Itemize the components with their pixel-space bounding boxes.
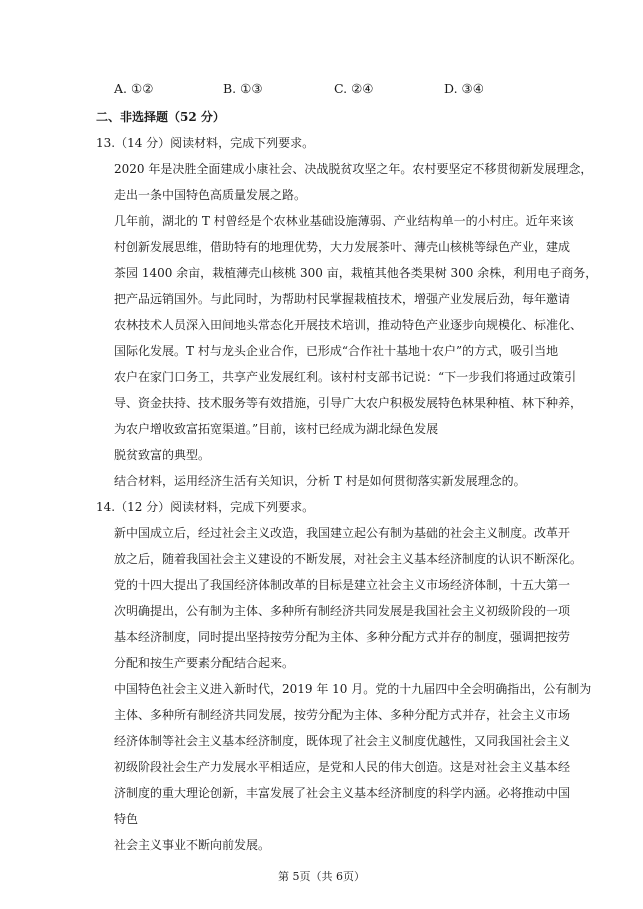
option-a	[114, 81, 153, 96]
q13-text-line: 农林技术人员深入田间地头常态化开展技术培训，推动特色产业逐步向规模化、标准化、	[114, 318, 583, 332]
q14-text-line: 次明确提出，公有制为主体、多种所有制经济共同发展是我国社会主义初级阶段的一项	[114, 604, 571, 618]
q13-text-line: 把产品远销国外。与此同时，为帮助村民掌握栽植技术，增强产业发展后劲，每年邀请	[114, 292, 571, 306]
option-value: ①②	[131, 81, 154, 96]
q13-text-line: 农户在家门口务工，共享产业发展红利。该村村支部书记说：“下一步我们将通过政策引	[114, 370, 577, 384]
question-13-header: 13.（14 分）阅读材料，完成下列要求。	[96, 136, 315, 150]
q13-text-line: 茶园 1400 余亩，栽植薄壳山核桃 300 亩，栽植其他各类果树 300 余株，利用电子商务，	[114, 266, 598, 280]
q14-text-line: 特色	[114, 812, 139, 826]
q14-text-line: 放之后，随着我国社会主义建设的不断发展，对社会主义基本经济制度的认识不断深化。	[114, 552, 583, 566]
page-footer: 第 5页（共 6页）	[278, 870, 365, 883]
q14-text-line: 中国特色社会主义进入新时代，2019 年 10 月。党的十九届四中全会明确指出，公有制为	[114, 682, 592, 696]
option-value: ①③	[240, 81, 263, 96]
q13-text-line: 导、资金扶持、技术服务等有效措施，引导广大农户积极发展特色林果种植、林下种养，	[114, 396, 583, 410]
question-14-header: 14.（12 分）阅读材料，完成下列要求。	[96, 500, 315, 514]
option-b	[223, 81, 263, 96]
option-value: ③④	[461, 81, 484, 96]
q13-question-prompt: 结合材料，运用经济生活有关知识，分析 T 村是如何贯彻落实新发展理念的。	[114, 474, 526, 488]
option-letter: A.	[114, 81, 128, 96]
q13-text-line: 2020 年是决胜全面建成小康社会、决战脱贫攻坚之年。农村要坚定不移贯彻新发展理念，	[114, 162, 593, 176]
q13-text-line: 走出一条中国特色高质量发展之路。	[114, 188, 307, 202]
option-d	[444, 81, 484, 96]
section-heading: 二、非选择题（52 分）	[96, 110, 225, 124]
option-letter: D.	[444, 81, 458, 96]
option-value: ②④	[351, 81, 374, 96]
q14-text-line: 分配和按生产要素分配结合起来。	[114, 656, 295, 670]
q14-text-line: 社会主义事业不断向前发展。	[114, 838, 271, 852]
q13-text-line: 脱贫致富的典型。	[114, 448, 211, 462]
q14-text-line: 济制度的重大理论创新，丰富发展了社会主义基本经济制度的科学内涵。必将推动中国	[114, 786, 571, 800]
q14-text-line: 初级阶段社会生产力发展水平相适应，是党和人民的伟大创造。这是对社会主义基本经	[114, 760, 571, 774]
q13-text-line: 为农户增收致富拓宽渠道。”目前，该村已经成为湖北绿色发展	[114, 422, 439, 436]
option-c	[334, 81, 374, 96]
q14-text-line: 经济体制等社会主义基本经济制度，既体现了社会主义制度优越性，又同我国社会主义	[114, 734, 571, 748]
q14-text-line: 基本经济制度，同时提出坚持按劳分配为主体、多种分配方式并存的制度，强调把按劳	[114, 630, 571, 644]
option-letter: B.	[223, 81, 237, 96]
q14-text-line: 党的十四大提出了我国经济体制改革的目标是建立社会主义市场经济体制，十五大第一	[114, 578, 571, 592]
q13-text-line: 村创新发展思维，借助特有的地理优势，大力发展茶叶、薄壳山核桃等绿色产业，建成	[114, 240, 571, 254]
q13-text-line: 国际化发展。T 村与龙头企业合作，已形成“合作社十基地十农户”的方式，吸引当地	[114, 344, 559, 358]
q14-text-line: 新中国成立后，经过社会主义改造，我国建立起公有制为基础的社会主义制度。改革开	[114, 526, 571, 540]
q14-text-line: 主体、多种所有制经济共同发展，按劳分配为主体、多种分配方式并存，社会主义市场	[114, 708, 571, 722]
q13-text-line: 几年前，湖北的 T 村曾经是个农林业基础设施薄弱、产业结构单一的小村庄。近年来该	[114, 214, 574, 228]
option-letter: C.	[334, 81, 348, 96]
